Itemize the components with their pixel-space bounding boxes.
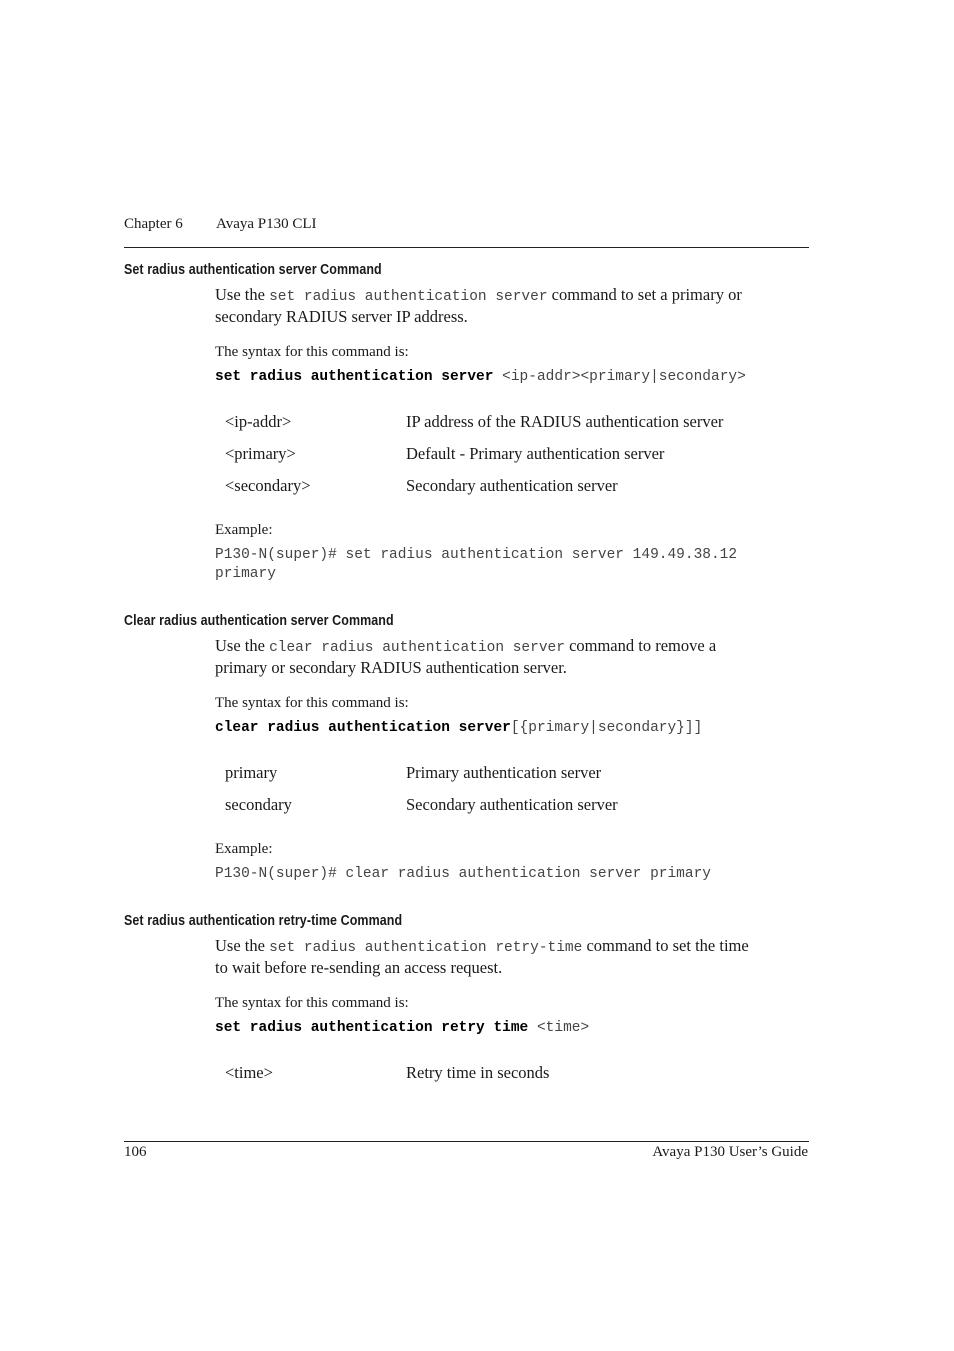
section-heading: Set radius authentication retry-time Command — [124, 913, 403, 929]
example-line: P130-N(super)# clear radius authentication server primary — [215, 866, 711, 882]
page-number: 106 — [124, 1144, 147, 1160]
syntax-arguments: <ip-addr><primary|secondary> — [493, 369, 746, 385]
intro-text: Use the — [215, 936, 270, 955]
example-label: Example: — [215, 522, 273, 538]
intro-command: set radius authentication server — [269, 289, 548, 305]
param-description: Default - Primary authentication server — [406, 444, 665, 463]
section-heading: Set radius authentication server Command — [124, 262, 382, 278]
param-name: <primary> — [225, 444, 296, 463]
syntax-line — [215, 369, 746, 385]
param-description: IP address of the RADIUS authentication server — [406, 412, 724, 431]
syntax-arguments: <time> — [528, 1020, 590, 1036]
syntax-command: set radius authentication server — [215, 369, 494, 385]
intro-text: secondary RADIUS server IP address. — [215, 307, 468, 326]
intro-text: Use the — [215, 636, 270, 655]
param-description: Secondary authentication server — [406, 795, 618, 814]
intro-command: clear radius authentication server — [269, 640, 565, 656]
footer-divider — [124, 1141, 809, 1142]
intro-command: set radius authentication retry-time — [269, 940, 583, 956]
section-intro — [215, 936, 749, 977]
example-code — [215, 865, 711, 884]
syntax-line — [215, 1020, 589, 1036]
syntax-line — [215, 720, 702, 736]
chapter-label: Chapter 6 — [124, 216, 183, 232]
example-line: primary — [215, 566, 276, 582]
section-heading: Clear radius authentication server Command — [124, 613, 394, 629]
intro-text: command to remove a — [564, 636, 717, 655]
param-name: secondary — [225, 795, 292, 814]
param-description: Secondary authentication server — [406, 476, 618, 495]
guide-title: Avaya P130 User’s Guide — [652, 1144, 808, 1160]
param-name: <secondary> — [225, 476, 311, 495]
syntax-command: clear radius authentication server — [215, 720, 511, 736]
param-name: <ip-addr> — [225, 412, 292, 431]
section-intro — [215, 636, 716, 677]
param-name: <time> — [225, 1063, 273, 1082]
param-description: Retry time in seconds — [406, 1063, 550, 1082]
example-code — [215, 546, 737, 584]
syntax-arguments: [{primary|secondary}]] — [510, 720, 703, 736]
param-name: primary — [225, 763, 278, 782]
header-divider — [124, 247, 809, 248]
syntax-label: The syntax for this command is: — [215, 695, 409, 711]
intro-text: command to set the time — [582, 936, 749, 955]
chapter-title: Avaya P130 CLI — [216, 216, 317, 232]
intro-text: command to set a primary or — [547, 285, 742, 304]
example-label: Example: — [215, 841, 273, 857]
syntax-label: The syntax for this command is: — [215, 344, 409, 360]
syntax-command: set radius authentication retry time — [215, 1020, 529, 1036]
intro-text: Use the — [215, 285, 270, 304]
intro-text: primary or secondary RADIUS authentication server. — [215, 658, 567, 677]
param-description: Primary authentication server — [406, 763, 602, 782]
section-intro — [215, 285, 742, 326]
intro-text: to wait before re-sending an access request. — [215, 958, 503, 977]
syntax-label: The syntax for this command is: — [215, 995, 409, 1011]
example-line: P130-N(super)# set radius authentication server 149.49.38.12 — [215, 547, 738, 563]
